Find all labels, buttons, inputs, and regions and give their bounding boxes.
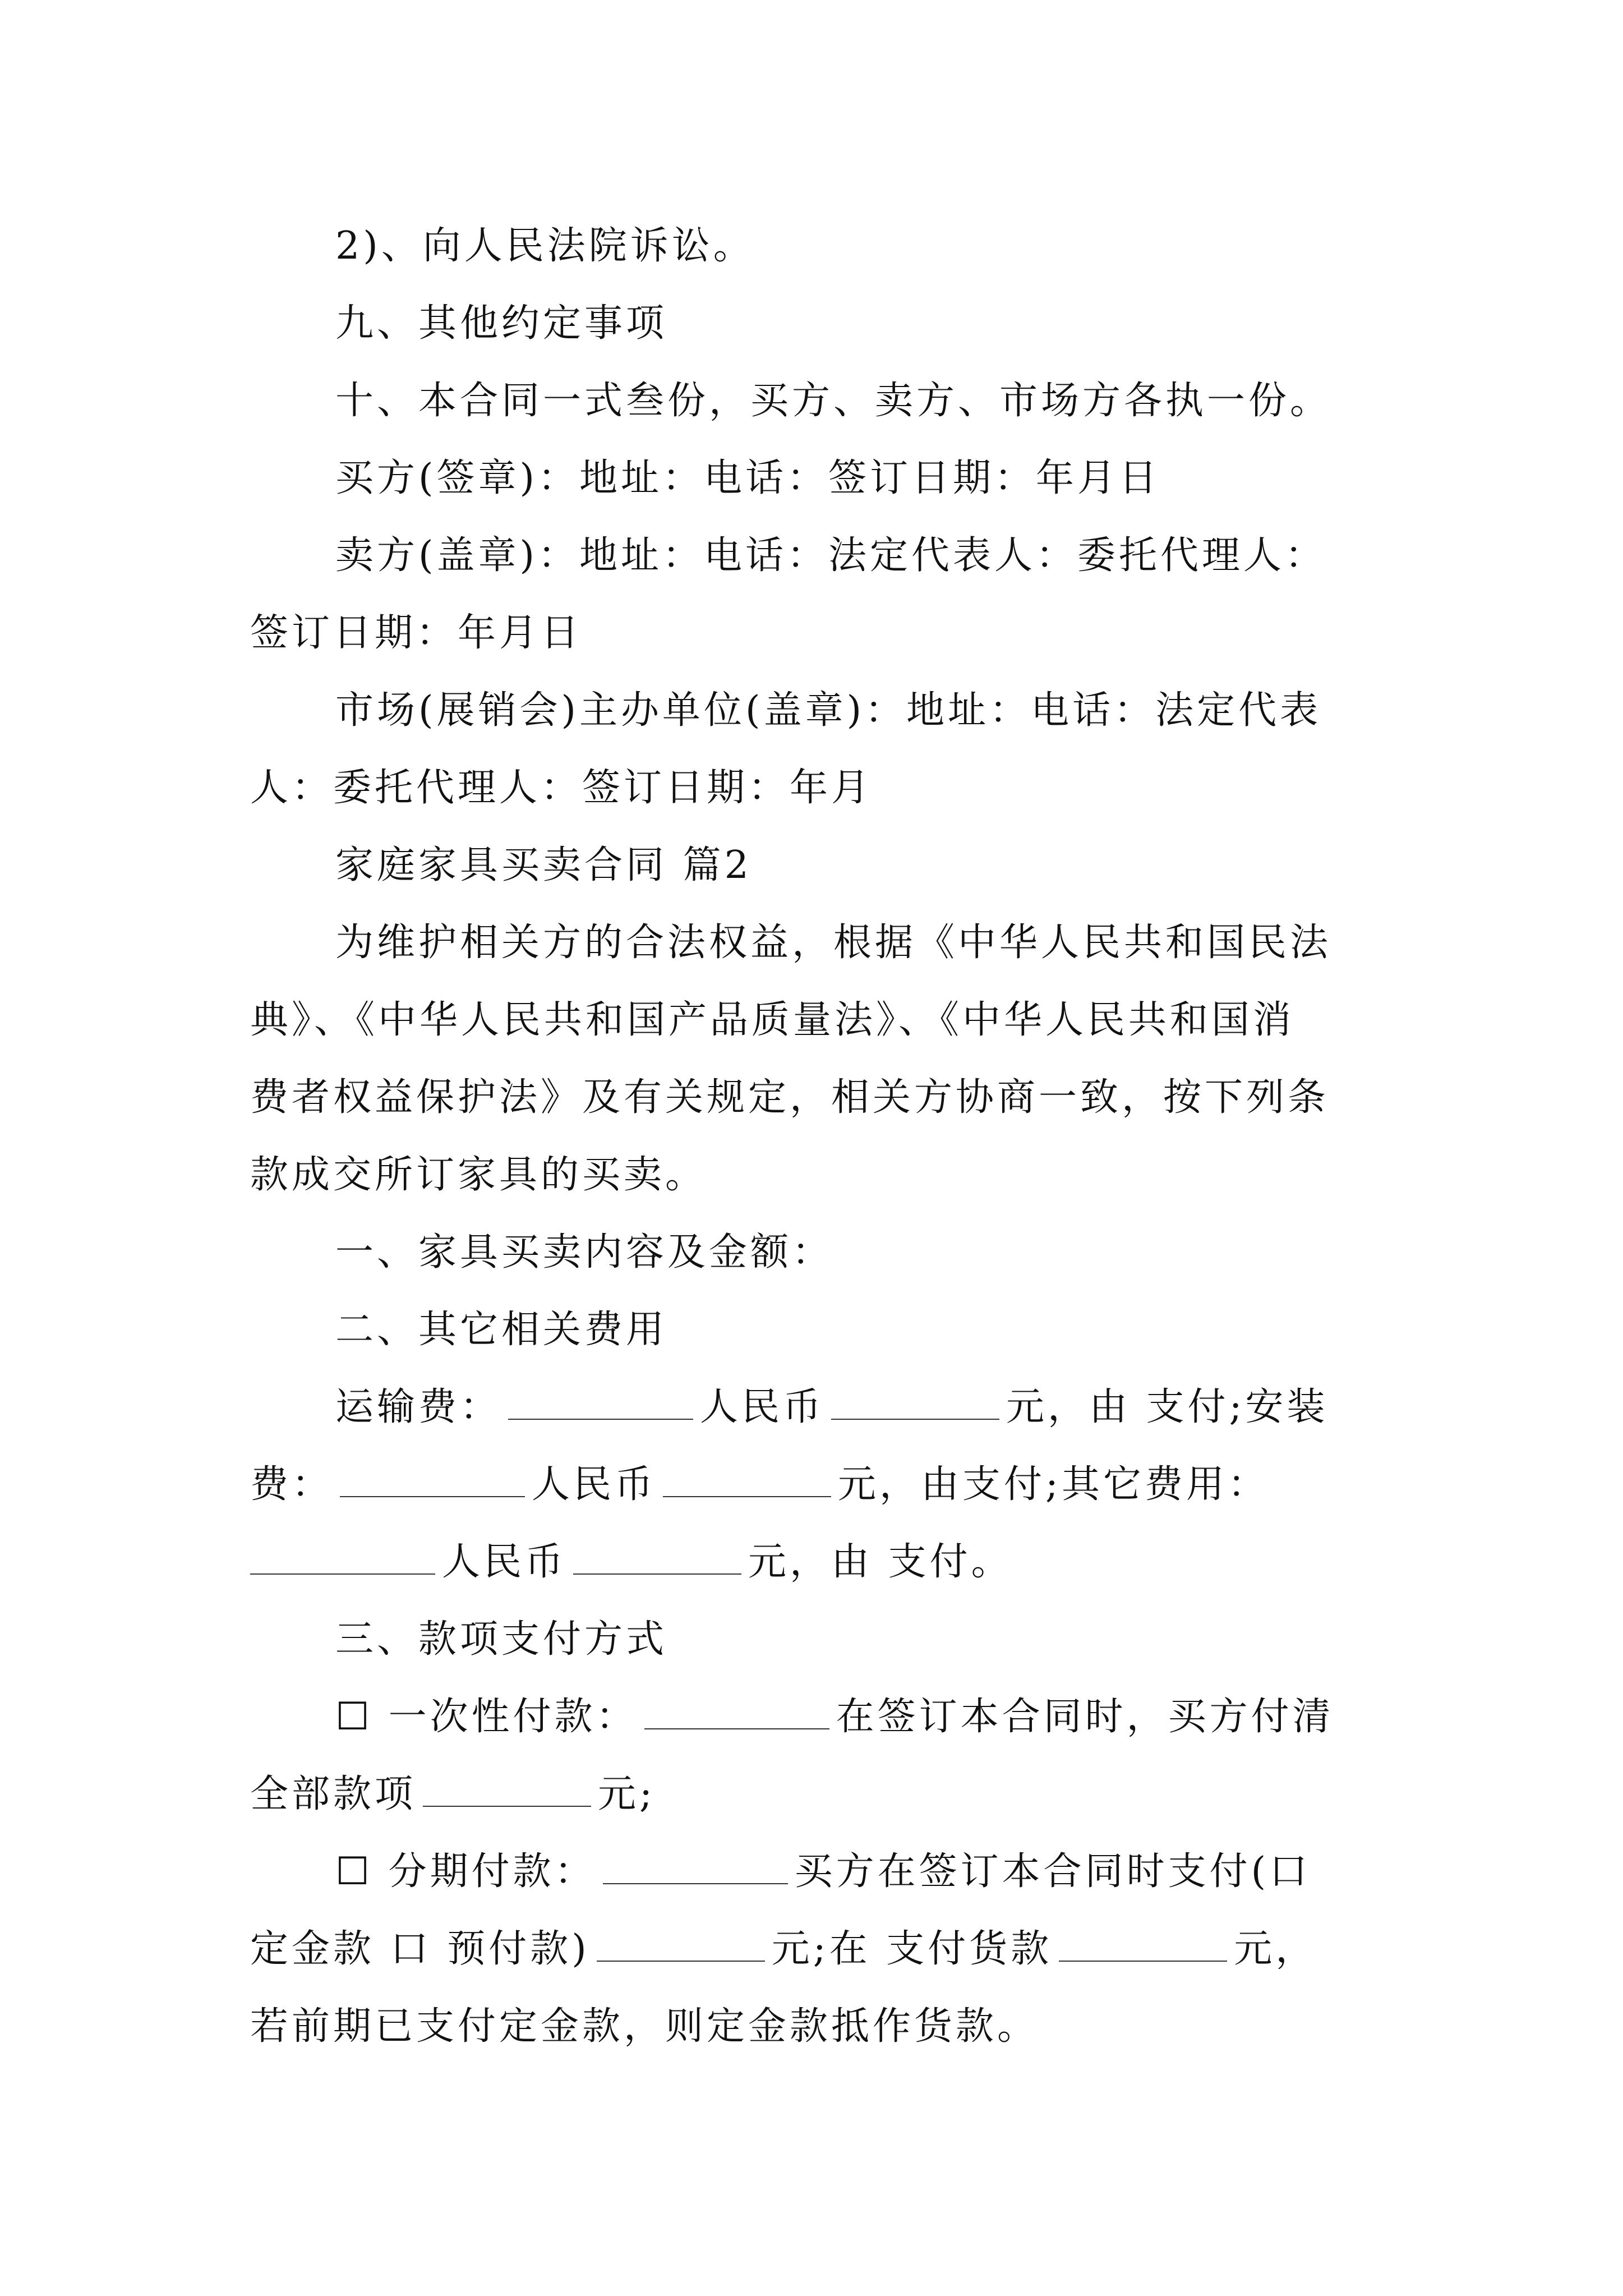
seller-signature-line: 卖方(盖章)：地址：电话：法定代表人：委托代理人： [335, 533, 1327, 578]
paragraph-line: 典》、《中华人民共和国产品质量法》、《中华人民共和国消 [250, 998, 1295, 1042]
option-text: 买方在签订本合同时支付(口 [794, 1849, 1311, 1894]
paragraph-line: 为维护相关方的合法权益，根据《中华人民共和国民法 [335, 921, 1332, 965]
section-heading: 三、款项支付方式 [335, 1617, 668, 1662]
market-signature-line: 市场(展销会)主办单位(盖章)：地址：电话：法定代表 [335, 688, 1322, 733]
buyer-signature-line: 买方(签章)：地址：电话：签订日期：年月日 [335, 456, 1161, 500]
payment-option-installment-cont: 若前期已支付定金款，则定金款抵作货款。 [250, 2004, 1039, 2049]
currency-label: 人民币 [700, 1385, 825, 1429]
option-text: 在签订本合同时，买方付清 [836, 1695, 1334, 1739]
fee-label: 运输费： [335, 1385, 502, 1429]
option-text: 定金款 口 预付款) [250, 1927, 590, 1971]
payment-option-lump [250, 1678, 1394, 1756]
market-signature-line-cont: 人：委托代理人：签订日期：年月 [250, 766, 873, 810]
section-heading: 一、家具买卖内容及金额： [335, 1230, 834, 1274]
document-body [250, 208, 1394, 2065]
paragraph-line: 十、本合同一式叁份，买方、卖方、市场方各执一份。 [335, 379, 1332, 423]
fee-line [250, 1446, 1394, 1524]
fill-blank[interactable] [573, 1571, 741, 1575]
paragraph-line: 款成交所订家具的买卖。 [250, 1153, 707, 1197]
fill-blank[interactable] [340, 1494, 525, 1497]
fill-blank[interactable] [250, 1571, 435, 1575]
checkbox-icon[interactable]: ☐ [335, 1849, 373, 1894]
payment-option-installment [250, 1833, 1394, 1911]
payment-option-installment-cont [250, 1911, 1394, 1988]
option-text: 元， [1234, 1927, 1317, 1971]
option-label: 一次性付款： [388, 1695, 638, 1739]
payment-option-lump-cont [250, 1756, 1394, 1833]
option-label: 分期付款： [388, 1849, 596, 1894]
currency-label: 人民币 [442, 1540, 567, 1584]
fee-text: 元，由支付;其它费用： [838, 1462, 1269, 1507]
contract-title: 家庭家具买卖合同 篇2 [335, 843, 752, 887]
checkbox-icon[interactable]: ☐ [335, 1695, 373, 1739]
fee-label: 费： [250, 1462, 334, 1507]
fee-text: 元，由 支付;安装 [1006, 1385, 1329, 1429]
option-text: 全部款项 [250, 1772, 417, 1816]
fee-line [250, 1369, 1394, 1446]
paragraph-line: 费者权益保护法》及有关规定，相关方协商一致，按下列条 [250, 1075, 1330, 1120]
currency-label: 人民币 [532, 1462, 657, 1507]
fill-blank[interactable] [597, 1958, 765, 1962]
option-text: 元; [598, 1772, 656, 1816]
fee-text: 元，由 支付。 [748, 1540, 1013, 1584]
fill-blank[interactable] [831, 1416, 999, 1420]
fee-line [250, 1524, 1394, 1601]
seller-signature-line-cont: 签订日期：年月日 [250, 611, 583, 655]
fill-blank[interactable] [508, 1416, 693, 1420]
fill-blank[interactable] [423, 1803, 591, 1807]
fill-blank[interactable] [603, 1881, 788, 1884]
option-text: 元;在 支付货款 [771, 1927, 1053, 1971]
fill-blank[interactable] [644, 1726, 829, 1729]
fill-blank[interactable] [663, 1494, 831, 1497]
paragraph-line: 2)、向人民法院诉讼。 [335, 224, 755, 268]
section-heading: 二、其它相关费用 [335, 1308, 668, 1352]
fill-blank[interactable] [1059, 1958, 1227, 1962]
section-heading: 九、其他约定事项 [335, 301, 668, 346]
